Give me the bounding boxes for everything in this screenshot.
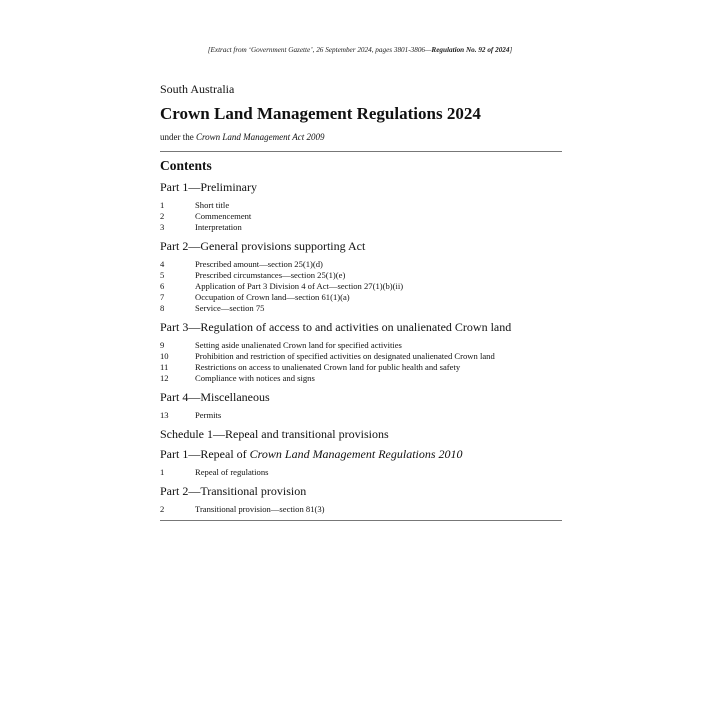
item-number: 12 <box>160 373 169 383</box>
item-text: Permits <box>195 410 222 420</box>
item-text: Repeal of regulations <box>195 467 269 477</box>
item-number: 1 <box>160 467 165 477</box>
part-heading-2: Part 2—General provisions supporting Act <box>160 239 366 253</box>
item-number: 2 <box>160 211 165 221</box>
contents-item <box>160 200 562 211</box>
item-text: Commencement <box>195 211 252 221</box>
item-number: 9 <box>160 340 165 350</box>
contents-item <box>160 292 562 303</box>
enabling-act-prefix: under the <box>160 132 196 142</box>
enabling-act-name: Crown Land Management Act 2009 <box>196 132 325 142</box>
contents-item <box>160 281 562 292</box>
contents-item <box>160 351 562 362</box>
item-number: 11 <box>160 362 169 372</box>
item-number: 6 <box>160 281 165 291</box>
contents-item <box>160 373 562 384</box>
item-number: 1 <box>160 200 165 210</box>
contents-item <box>160 270 562 281</box>
extract-regulation-number: Regulation No. 92 of 2024 <box>431 46 510 54</box>
extract-text: [Extract from ‘Government Gazette’, 26 September 2024, pages 3801-3806— <box>207 46 432 54</box>
schedule-part-heading-2: Part 2—Transitional provision <box>160 484 307 498</box>
contents-item <box>160 303 562 314</box>
contents-item <box>160 259 562 270</box>
item-text: Restrictions on access to unalienated Crown land for public health and safety <box>195 362 461 372</box>
contents-item <box>160 504 562 515</box>
schedule-part-heading-1 <box>160 447 562 461</box>
item-text: Short title <box>195 200 230 210</box>
title-divider <box>160 151 562 152</box>
schedule-part-1-prefix: Part 1—Repeal of <box>160 447 250 461</box>
schedule-heading-1: Schedule 1—Repeal and transitional provisions <box>160 427 389 441</box>
contents-item <box>160 211 562 222</box>
item-text: Service—section 75 <box>195 303 265 313</box>
item-text: Compliance with notices and signs <box>195 373 315 383</box>
item-text: Interpretation <box>195 222 242 232</box>
part-heading-3: Part 3—Regulation of access to and activities on unalienated Crown land <box>160 320 512 334</box>
schedule-part-2-list <box>160 504 562 515</box>
item-text: Application of Part 3 Division 4 of Act—section 27(1)(b)(ii) <box>195 281 404 291</box>
part-heading-1: Part 1—Preliminary <box>160 180 257 194</box>
item-text: Transitional provision—section 81(3) <box>195 504 325 514</box>
extract-close: ] <box>509 46 513 54</box>
jurisdiction: South Australia <box>160 82 235 96</box>
item-text: Prescribed circumstances—section 25(1)(e) <box>195 270 346 280</box>
part-4-list <box>160 410 562 421</box>
contents-item <box>160 340 562 351</box>
contents-item <box>160 467 562 478</box>
contents-item <box>160 362 562 373</box>
item-text: Setting aside unalienated Crown land for specified activities <box>195 340 402 350</box>
item-number: 13 <box>160 410 169 420</box>
item-number: 8 <box>160 303 165 313</box>
contents-end-divider <box>160 520 562 521</box>
item-text: Occupation of Crown land—section 61(1)(a) <box>195 292 350 302</box>
item-number: 2 <box>160 504 165 514</box>
item-number: 5 <box>160 270 165 280</box>
gazette-extract-note <box>0 46 720 54</box>
part-heading-4: Part 4—Miscellaneous <box>160 390 270 404</box>
part-2-list <box>160 259 562 314</box>
item-number: 10 <box>160 351 169 361</box>
part-3-list <box>160 340 562 384</box>
document-body <box>160 80 562 521</box>
item-number: 7 <box>160 292 165 302</box>
regulation-title: Crown Land Management Regulations 2024 <box>160 104 481 123</box>
part-1-list <box>160 200 562 233</box>
repealed-regulations-name: Crown Land Management Regulations 2010 <box>249 447 463 461</box>
schedule-part-1-list <box>160 467 562 478</box>
item-text: Prohibition and restriction of specified activities on designated unalienated Crown land <box>195 351 495 361</box>
item-number: 3 <box>160 222 165 232</box>
item-text: Prescribed amount—section 25(1)(d) <box>195 259 323 269</box>
contents-item <box>160 222 562 233</box>
contents-item <box>160 410 562 421</box>
contents-heading: Contents <box>160 158 212 173</box>
enabling-act-line <box>160 132 562 142</box>
item-number: 4 <box>160 259 165 269</box>
